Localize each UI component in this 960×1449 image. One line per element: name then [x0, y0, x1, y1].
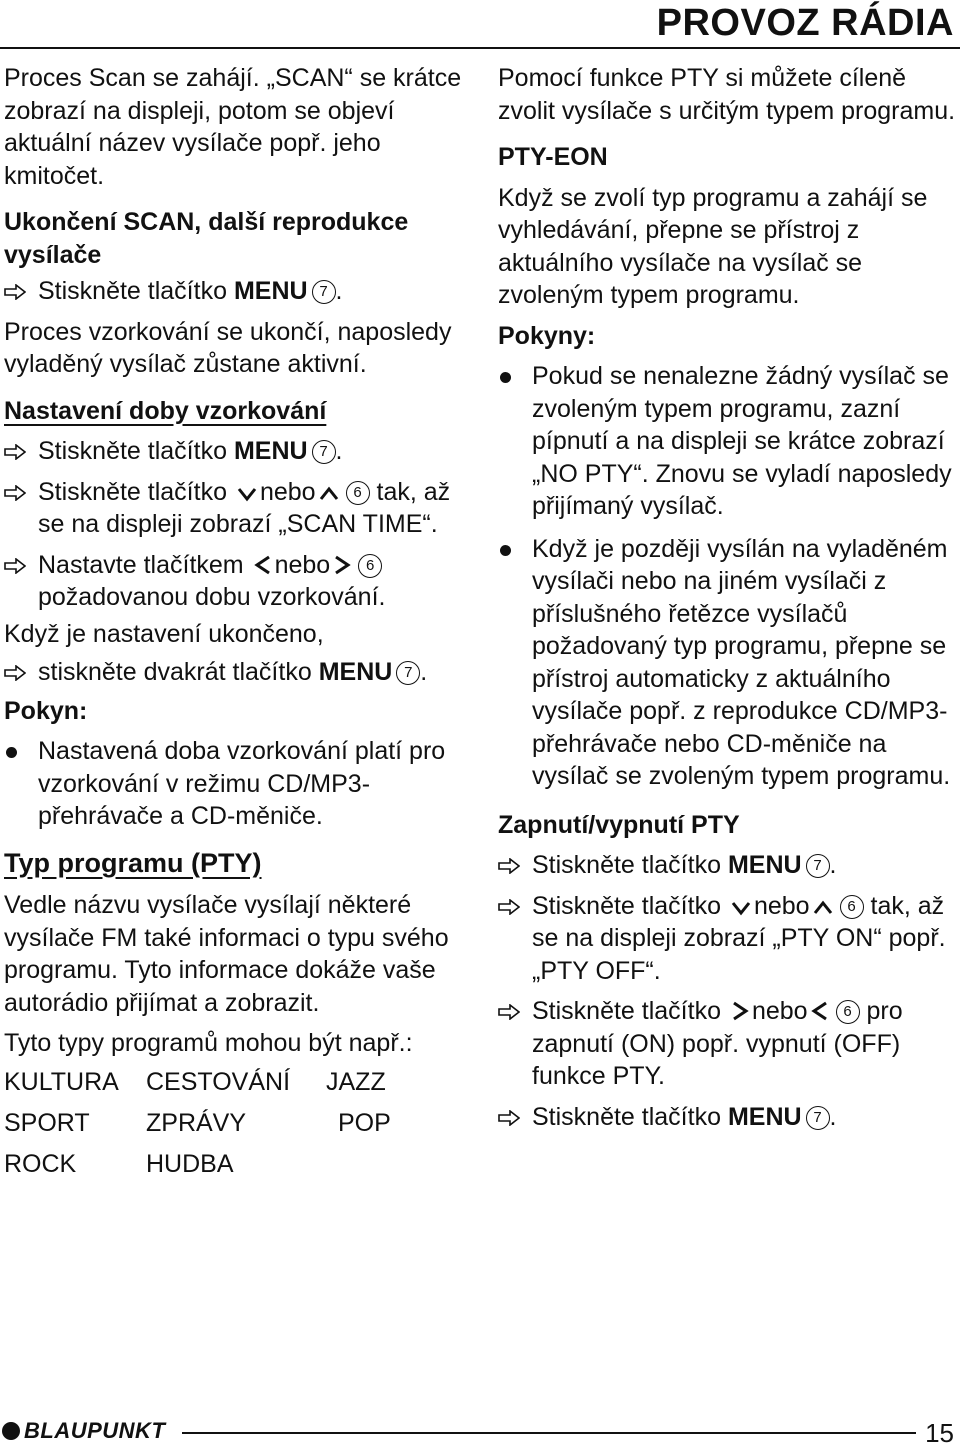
chevron-left-icon: [811, 1001, 829, 1021]
step-text: pro zapnutí (ON) popř. vypnutí (OFF) funkce PTY.: [532, 997, 903, 1090]
logo-dot-icon: [2, 1422, 20, 1440]
step-text: stiskněte dvakrát tlačítko: [38, 658, 319, 686]
menu-key-label: MENU: [233, 277, 308, 305]
step-text: Stiskněte tlačítko: [38, 437, 234, 465]
button-number-badge: 7: [312, 280, 336, 304]
pty-step-4: Stiskněte tlačítko MENU 7 .: [498, 1101, 956, 1134]
arrow-right-icon: [4, 284, 26, 300]
chevron-down-icon: [731, 900, 751, 916]
step-text: nebo: [751, 997, 808, 1025]
chevron-up-icon: [813, 900, 833, 916]
pty-step-1: Stiskněte tlačítko MENU 7 .: [498, 849, 956, 882]
note-item: [498, 360, 956, 523]
page-number: 15: [925, 1418, 954, 1448]
button-number-badge: 7: [806, 854, 830, 878]
note-item: [498, 533, 956, 793]
brand-name: BLAUPUNKT: [24, 1418, 166, 1443]
end-scan-result: Proces vzorkování se ukončí, naposledy vyladěný vysílač zůstane aktivní.: [4, 317, 452, 378]
step-text: nebo: [259, 477, 316, 506]
step-text: nebo: [274, 550, 331, 579]
scan-time-step-2: [4, 476, 472, 541]
step-text: Stiskněte tlačítko: [532, 1102, 728, 1131]
footer-rule: [182, 1432, 916, 1434]
chevron-left-icon: [254, 555, 272, 575]
pty-type: SPORT: [4, 1108, 90, 1137]
menu-key-label: MENU: [318, 658, 393, 686]
button-number-badge: 6: [840, 895, 864, 919]
pty-intro-text: Pomocí funkce PTY si můžete cíleně zvolit vysílače s určitým typem programu.: [498, 64, 956, 125]
scan-time-step-3: [4, 549, 472, 614]
pty-heading: Typ programu (PTY): [4, 847, 262, 878]
step-text: Stiskněte tlačítko: [532, 997, 728, 1025]
button-number-badge: 7: [806, 1106, 830, 1130]
note-text: Když je později vysílán na vyladěném vysílači nebo na jiném vysílači z příslušného řetězce vysílačů požadovaný typ programu, přepne se přístroj automaticky z aktuálního vysílače popř. z reprodukce CD/MP3-přehrávače nebo CD-měniče na vysílač se zvoleným typem programu.: [532, 534, 951, 790]
button-number-badge: 6: [836, 1000, 860, 1024]
pty-types-intro: Tyto typy programů mohou být např.:: [4, 1029, 413, 1057]
arrow-right-icon: [4, 558, 26, 574]
arrow-right-icon: [4, 444, 26, 460]
pty-type: ZPRÁVY: [146, 1108, 247, 1137]
notes-heading: Pokyny:: [498, 321, 596, 350]
scan-time-done-text: Když je nastavení ukončeno,: [4, 619, 324, 648]
page-footer: [0, 1402, 960, 1448]
arrow-right-icon: [498, 1004, 520, 1020]
end-scan-step: Stiskněte tlačítko MENU 7 .: [4, 275, 472, 308]
arrow-right-icon: [4, 485, 26, 501]
bullet-icon: [500, 545, 511, 556]
pty-type: POP: [338, 1108, 391, 1137]
pty-step-2: [498, 890, 956, 988]
end-scan-heading: Ukončení SCAN, další reprodukce vysílače: [4, 208, 409, 269]
page-title: PROVOZ RÁDIA: [656, 2, 954, 44]
header-rule: [0, 47, 960, 49]
note-text: Pokud se nenalezne žádný vysílač se zvoleným typem programu, zazní pípnutí a na displeji se krátce zobrazí „NO PTY“. Znovu se vyladí naposledy přijímaný vysílač.: [532, 362, 952, 520]
pty-type: KULTURA: [4, 1067, 119, 1096]
pty-types-list: [4, 1066, 472, 1180]
step-text: požadovanou dobu vzorkování.: [38, 583, 386, 611]
button-number-badge: 7: [312, 440, 336, 464]
menu-key-label: MENU: [727, 1102, 802, 1131]
eon-heading: PTY-EON: [498, 143, 608, 171]
step-text: nebo: [753, 891, 810, 920]
chevron-up-icon: [319, 486, 339, 502]
step-text: tak, až se na displeji zobrazí „SCAN TIME“.: [38, 477, 451, 538]
pty-onoff-heading: Zapnutí/vypnutí PTY: [498, 810, 740, 839]
eon-text: Když se zvolí typ programu a zahájí se vyhledávání, přepne se přístroj z aktuálního vysílače na vysílač se zvoleným typem programu.: [498, 183, 928, 309]
scan-time-step-4: stiskněte dvakrát tlačítko MENU 7 .: [4, 656, 472, 689]
button-number-badge: 7: [396, 661, 420, 685]
right-column: [498, 62, 956, 1133]
chevron-right-icon: [333, 555, 351, 575]
arrow-right-icon: [4, 665, 26, 681]
note-heading: Pokyn:: [4, 696, 88, 725]
bullet-icon: [500, 372, 511, 383]
scan-intro-text: Proces Scan se zahájí. „SCAN“ se krátce zobrazí na displeji, potom se objeví aktuální název vysílače popř. jeho kmitočet.: [4, 64, 462, 190]
menu-key-label: MENU: [233, 437, 308, 465]
scan-time-step-1: Stiskněte tlačítko MENU 7 .: [4, 435, 472, 468]
chevron-down-icon: [237, 486, 257, 502]
arrow-right-icon: [498, 899, 520, 915]
chevron-right-icon: [731, 1001, 749, 1021]
left-column: [4, 62, 472, 1180]
arrow-right-icon: [498, 858, 520, 874]
pty-type: CESTOVÁNÍ: [146, 1067, 291, 1096]
pty-description: Vedle názvu vysílače vysílají některé vysílače FM také informaci o typu svého programu. Tyto informace dokáže vaše autorádio přijímat a zobrazit.: [4, 891, 449, 1017]
arrow-right-icon: [498, 1110, 520, 1126]
scan-time-heading: Nastavení doby vzorkování: [4, 396, 327, 425]
step-text: Stiskněte tlačítko: [532, 851, 728, 879]
step-text: Stiskněte tlačítko: [38, 277, 234, 305]
brand-logo: [2, 1418, 165, 1444]
button-number-badge: 6: [346, 481, 370, 505]
bullet-icon: [6, 747, 17, 758]
pty-type: HUDBA: [146, 1149, 234, 1178]
button-number-badge: 6: [358, 554, 382, 578]
step-text: Stiskněte tlačítko: [532, 891, 728, 920]
step-text: Nastavte tlačítkem: [38, 550, 251, 579]
pty-type: JAZZ: [326, 1067, 386, 1096]
pty-step-3: [498, 995, 956, 1093]
menu-key-label: MENU: [727, 851, 802, 879]
pty-type: ROCK: [4, 1149, 77, 1178]
note-item: [4, 735, 472, 833]
step-text: Stiskněte tlačítko: [38, 477, 234, 506]
step-text: tak, až se na displeji zobrazí „PTY ON“ popř. „PTY OFF“.: [532, 891, 946, 985]
note-text: Nastavená doba vzorkování platí pro vzorkování v režimu CD/MP3-přehrávače a CD-měniče.: [38, 737, 446, 830]
